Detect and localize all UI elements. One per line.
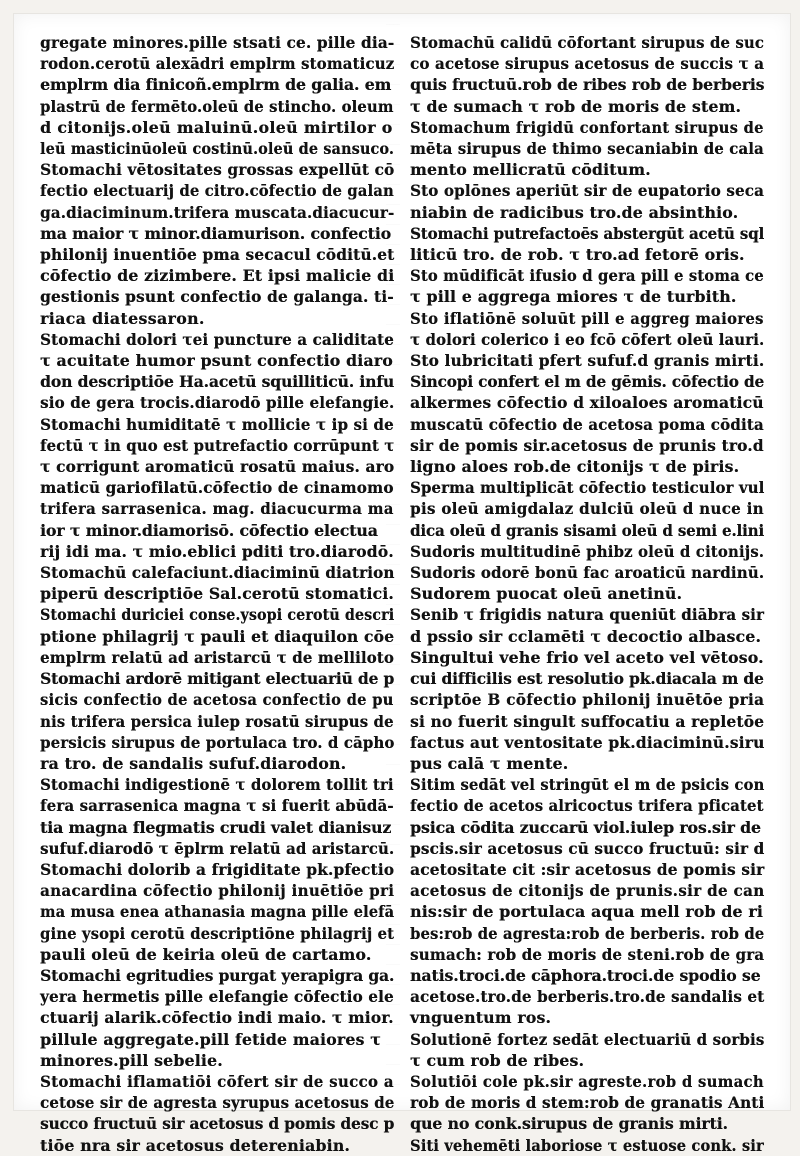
left-column-line: emplrm dia finicoñ.emplrm de galia. em [40,75,392,95]
right-column-line: Sudoris multitudinē phibz oleū d citonijs. [410,541,765,561]
left-column-line: cetose sir de agresta syrupus acetosus de [40,1093,395,1113]
left-column-line: ma musa enea athanasia magna pille elefā [40,902,395,922]
left-column-line: don descriptiōe Ha.acetū squilliticū. infu [40,372,395,392]
right-column-line: Solutionē fortez sedāt electuariū d sorbis [410,1029,765,1049]
right-column-line: sir de pomis sir.acetosus de prunis tro.d [410,435,764,455]
right-column-line: fectio de acetos alricoctus trifera pficatet [410,796,764,816]
right-column-line: Solutiōi cole pk.sir agreste.rob d sumach [410,1071,764,1091]
right-column-line: mento mellicratū cōditum. [410,160,651,180]
right-column-line: ligno aloes rob.de citonijs τ de piris. [410,457,740,477]
right-column-line: Sincopi confert el m de gēmis. cōfectio de [410,372,765,392]
left-column-line: gregate minores.pille stsati ce. pille dia- [40,33,395,52]
right-column-line: liticū tro. de rob. τ tro.ad fetorē oris. [410,245,745,265]
left-column-line: ga.diaciminum.trifera muscata.diacucur- [40,202,395,222]
right-column-line: pis oleū amigdalaz dulciū oleū d nuce in [410,499,764,519]
left-column-line: persicis sirupus de portulaca tro. d cāpho [40,732,395,752]
right-column-line: mēta sirupus de thimo secaniabin de cala [410,139,764,159]
left-column-line: d citonijs.oleū maluinū.oleū mirtilor o [40,117,393,137]
left-column-line: riaca diatessaron. [40,308,205,328]
right-column-line: acetosus de citonijs de prunis.sir de can [410,881,765,901]
left-column-line: nis trifera persica iulep rosatū sirupus de [40,711,394,731]
right-column-line: Stomachū calidū cōfortant sirupus de suc [410,33,765,52]
left-column-line: ma maior τ minor.diamurison. confectio [40,223,391,243]
right-column-line: Singultui vehe frio vel aceto vel vētoso. [410,647,764,667]
right-column-line: Stomachi putrefactoēs abstergūt acetū sql [410,223,765,243]
right-column-line: Sperma multiplicāt cōfectio testiculor vul [410,478,765,498]
left-column-line: tiōe nra sir acetosus detereniabin. [40,1135,350,1155]
left-column-line: minores.pill sebelie. [40,1050,223,1070]
left-column-line: Stomachi duriciei conse.ysopi cerotū descri [40,605,395,625]
left-column-line: Stomachi vētositates grossas expellūt cō [40,160,395,180]
right-column-line: Sudoris odorē bonū fac aroaticū nardinū. [410,563,765,583]
left-column-line: Stomachi ardorē mitigant electuariū de p [40,669,395,689]
right-column-line: que no conk.sirupus de granis mirti. [410,1114,728,1134]
left-column-line: pauli oleū de keiria oleū de cartamo. [40,944,372,964]
left-column-line: ra tro. de sandalis sufuf.diarodon. [40,753,347,773]
left-column-line: fera sarrasenica magna τ si fuerit abūdā- [40,796,394,816]
right-column-line: pus calā τ mente. [410,753,569,773]
left-column-line: tia magna flegmatis crudi valet dianisuz [40,817,392,837]
left-column-line: trifera sarrasenica. mag. diacucurma ma [40,499,394,519]
right-column-line: quis fructuū.rob de ribes rob de berberis [410,75,765,95]
left-column-line: ior τ minor.diamorisō. cōfectio electua [40,520,378,540]
left-column-line: fectio electuarij de citro.cōfectio de galan [40,181,394,201]
right-column-line: Siti vehemēti laboriose τ estuose conk. sir [410,1135,764,1155]
right-text-column [410,32,765,1155]
left-column-line: cōfectio de zizimbere. Et ipsi malicie di [40,266,395,286]
left-column-line: Stomachi indigestionē τ dolorem tollit tri [40,775,394,795]
right-column-line: Stomachum frigidū confortant sirupus de [410,117,764,137]
left-column-line: anacardina cōfectio philonij inuētiōe pri [40,881,395,901]
right-column-line: cui difficilis est resolutio pk.diacala m de [410,669,764,689]
left-column-line: Stomachi humiditatē τ mollicie τ ip si de [40,414,394,434]
left-column-line: sio de gera trocis.diarodō pille elefangie. [40,393,395,413]
left-column-line: pillule aggregate.pill fetide maiores τ [40,1029,381,1049]
right-column-line: psica cōdita zuccarū viol.iulep ros.sir de [410,817,761,837]
right-column-line: acetose.tro.de berberis.tro.de sandalis et [410,987,765,1007]
left-column-line: Stomachi egritudies purgat yerapigra ga. [40,965,395,985]
manuscript-page [14,14,790,1155]
right-column-line: bes:rob de agresta:rob de berberis. rob de [410,923,765,943]
right-column-line: d pssio sir cclamēti τ decoctio albasce. [410,626,762,646]
right-column-line: sumach: rob de moris de steni.rob de gra [410,944,765,964]
right-column-line: Sto oplōnes aperiūt sir de eupatorio seca [410,181,764,201]
left-column-line: yera hermetis pille elefangie cōfectio ele [40,987,394,1007]
right-column-line: τ cum rob de ribes. [410,1050,585,1070]
right-column-line: co acetose sirupus acetosus de succis τ a [410,54,765,74]
left-column-line: ptione philagrij τ pauli et diaquilon cōe [40,626,395,646]
right-column-line: rob de moris d stem:rob de granatis Anti [410,1093,765,1113]
right-column-line: pscis.sir acetosus cū succo fructuū: sir d [410,838,765,858]
left-column-line: succo fructuū sir acetosus d pomis desc p [40,1114,395,1134]
left-column-line: maticū gariofilatū.cōfectio de cinamomo [40,478,394,498]
left-column-line: plastrū de fermēto.oleū de stincho. oleum [40,96,394,116]
left-column-line: Stomachū calefaciunt.diaciminū diatrion [40,563,395,583]
left-column-line: Stomachi dolori τei puncture a caliditate [40,329,394,349]
left-column-line: τ acuitate humor psunt confectio diaro [40,351,393,371]
right-column-line: Sto lubricitati pfert sufuf.d granis mirti. [410,351,765,371]
left-column-line: piperū descriptiōe Sal.cerotū stomatici. [40,584,394,604]
left-column-line: sufuf.diarodō τ ēplrm relatū ad aristarcū. [40,838,395,858]
right-column-line: Senib τ frigidis natura queniūt diābra sir [410,605,765,625]
right-column-line: Sto iflatiōnē soluūt pill e aggreg maiores [410,308,764,328]
right-column-line: Sitim sedāt vel stringūt el m de psicis con [410,775,765,795]
left-column-line: rij idi ma. τ mio.eblici pditi tro.diarodō. [40,541,394,561]
right-column-line: τ pill e aggrega miores τ de turbith. [410,287,737,307]
left-column-line: fectū τ in quo est putrefactio corrūpunt τ [40,435,395,455]
left-column-line: leū masticinūoleū costinū.oleū de sansuco. [40,139,394,159]
right-column-line: acetositate cit :sir acetosus de pomis sir [410,859,765,879]
right-column-line: vnguentum ros. [410,1008,552,1028]
right-column-line: τ de sumach τ rob de moris de stem. [410,96,742,116]
left-column-line: ctuarij alarik.cōfectio indi maio. τ mior. [40,1008,394,1028]
right-column-line: scriptōe B cōfectio philonij inuētōe pria [410,690,765,710]
right-column-line: factus aut ventositate pk.diaciminū.siru [410,732,765,752]
left-column-line: rodon.cerotū alexādri emplrm stomaticuz [40,54,395,74]
right-column-line: alkermes cōfectio d xiloaloes aromaticū [410,393,764,413]
left-column-line: gine ysopi cerotū descriptiōne philagrij et [40,923,395,943]
left-column-line: gestionis psunt confectio de galanga. ti- [40,287,394,307]
left-column-line: sicis confectio de acetosa confectio de pu [40,690,394,710]
right-column-line: Sto mūdificāt ifusio d gera pill e stoma ce [410,266,764,286]
left-column-line: τ corrigunt aromaticū rosatū maius. aro [40,457,395,477]
right-column-line: niabin de radicibus tro.de absinthio. [410,202,739,222]
left-text-column [40,32,395,1155]
right-column-line: muscatū cōfectio de acetosa poma cōdita [410,414,764,434]
right-column-line: si no fuerit singult suffocatiu a repletōe [410,711,765,731]
left-column-line: emplrm relatū ad aristarcū τ de melliloto [40,647,394,667]
left-column-line: Stomachi dolorib a frigiditate pk.pfectio [40,859,395,879]
right-column-line: natis.troci.de cāphora.troci.de spodio se [410,965,761,985]
right-column-line: Sudorem puocat oleū anetinū. [410,584,683,604]
left-column-line: Stomachi iflamatiōi cōfert sir de succo a [40,1071,394,1091]
right-column-line: dica oleū d granis sisami oleū d semi e.lini [410,520,764,540]
right-column-line: τ dolori colerico i eo fcō cōfert oleū lauri. [410,329,765,349]
right-column-line: nis:sir de portulaca aqua mell rob de ri [410,902,763,922]
left-column-line: philonij inuentiōe pma secacul cōditū.et [40,245,395,265]
